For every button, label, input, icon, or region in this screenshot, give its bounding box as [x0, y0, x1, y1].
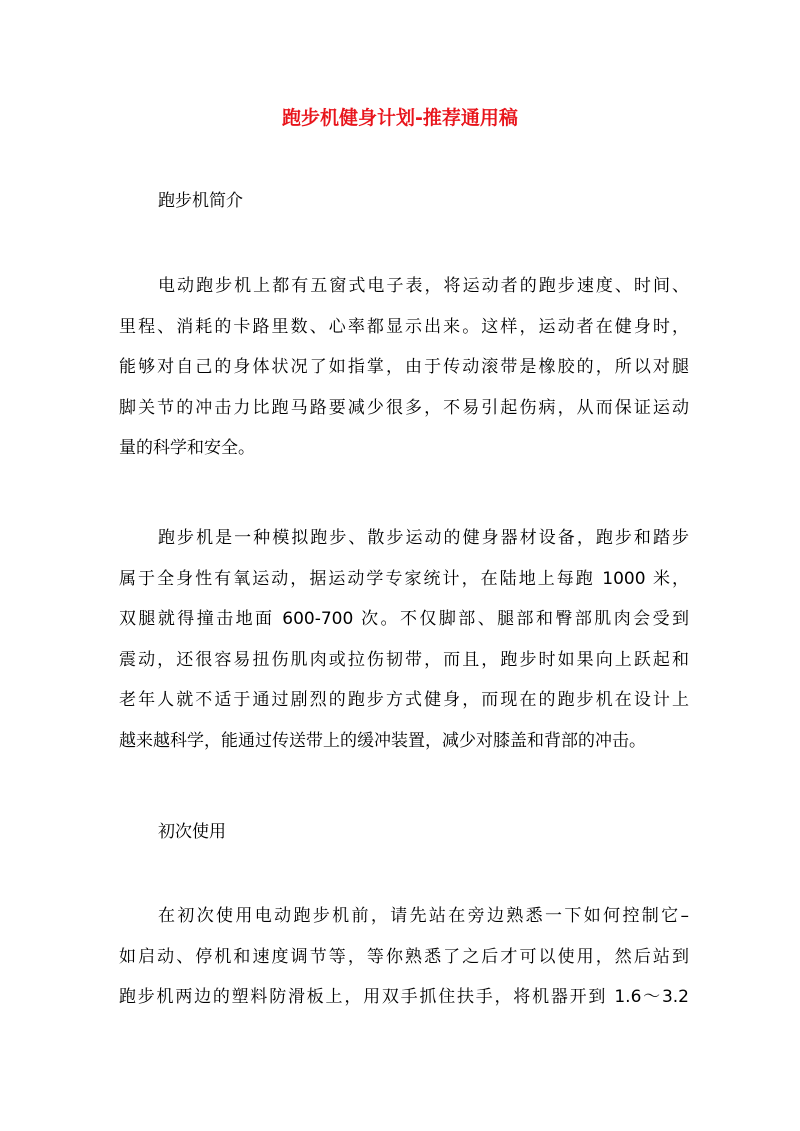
section-heading-intro: 跑步机简介 [158, 191, 243, 211]
paragraph-line: 老年人就不适于通过剧烈的跑步方式健身，而现在的跑步机在设计上 [119, 690, 689, 710]
paragraph-line: 双腿就得撞击地面 600-700 次。不仅脚部、腿部和臀部肌肉会受到 [119, 609, 689, 629]
paragraph-line: 属于全身性有氧运动，据运动学专家统计，在陆地上每跑 1000 米， [119, 568, 689, 589]
paragraph-line: 跑步机是一种模拟跑步、散步运动的健身器材设备，跑步和踏步 [158, 528, 689, 548]
paragraph-intro-1 [119, 266, 689, 469]
paragraph-line: 跑步机两边的塑料防滑板上，用双手抓住扶手，将机器开到 1.6～3.2 [119, 987, 689, 1007]
paragraph-first-use-1 [119, 896, 689, 1018]
document-title: 跑步机健身计划-推荐通用稿 [282, 107, 518, 129]
paragraph-line: 在初次使用电动跑步机前，请先站在旁边熟悉一下如何控制它– [158, 906, 689, 926]
paragraph-line: 能够对自己的身体状况了如指掌，由于传动滚带是橡胶的，所以对腿 [119, 357, 689, 377]
paragraph-line: 震动，还很容易扭伤肌肉或拉伤韧带，而且，跑步时如果向上跃起和 [119, 649, 689, 670]
paragraph-intro-2 [119, 518, 689, 761]
paragraph-line: 电动跑步机上都有五窗式电子表，将运动者的跑步速度、时间、 [158, 276, 689, 296]
section-heading-first-use: 初次使用 [158, 822, 226, 842]
paragraph-line: 脚关节的冲击力比跑马路要减少很多，不易引起伤病，从而保证运动 [119, 397, 689, 418]
paragraph-line: 量的科学和安全。 [119, 438, 255, 458]
paragraph-line: 越来越科学，能通过传送带上的缓冲装置，减少对膝盖和背部的冲击。 [119, 730, 646, 751]
paragraph-line: 里程、消耗的卡路里数、心率都显示出来。这样，运动者在健身时， [119, 316, 689, 337]
paragraph-line: 如启动、停机和速度调节等，等你熟悉了之后才可以使用，然后站到 [119, 946, 689, 967]
